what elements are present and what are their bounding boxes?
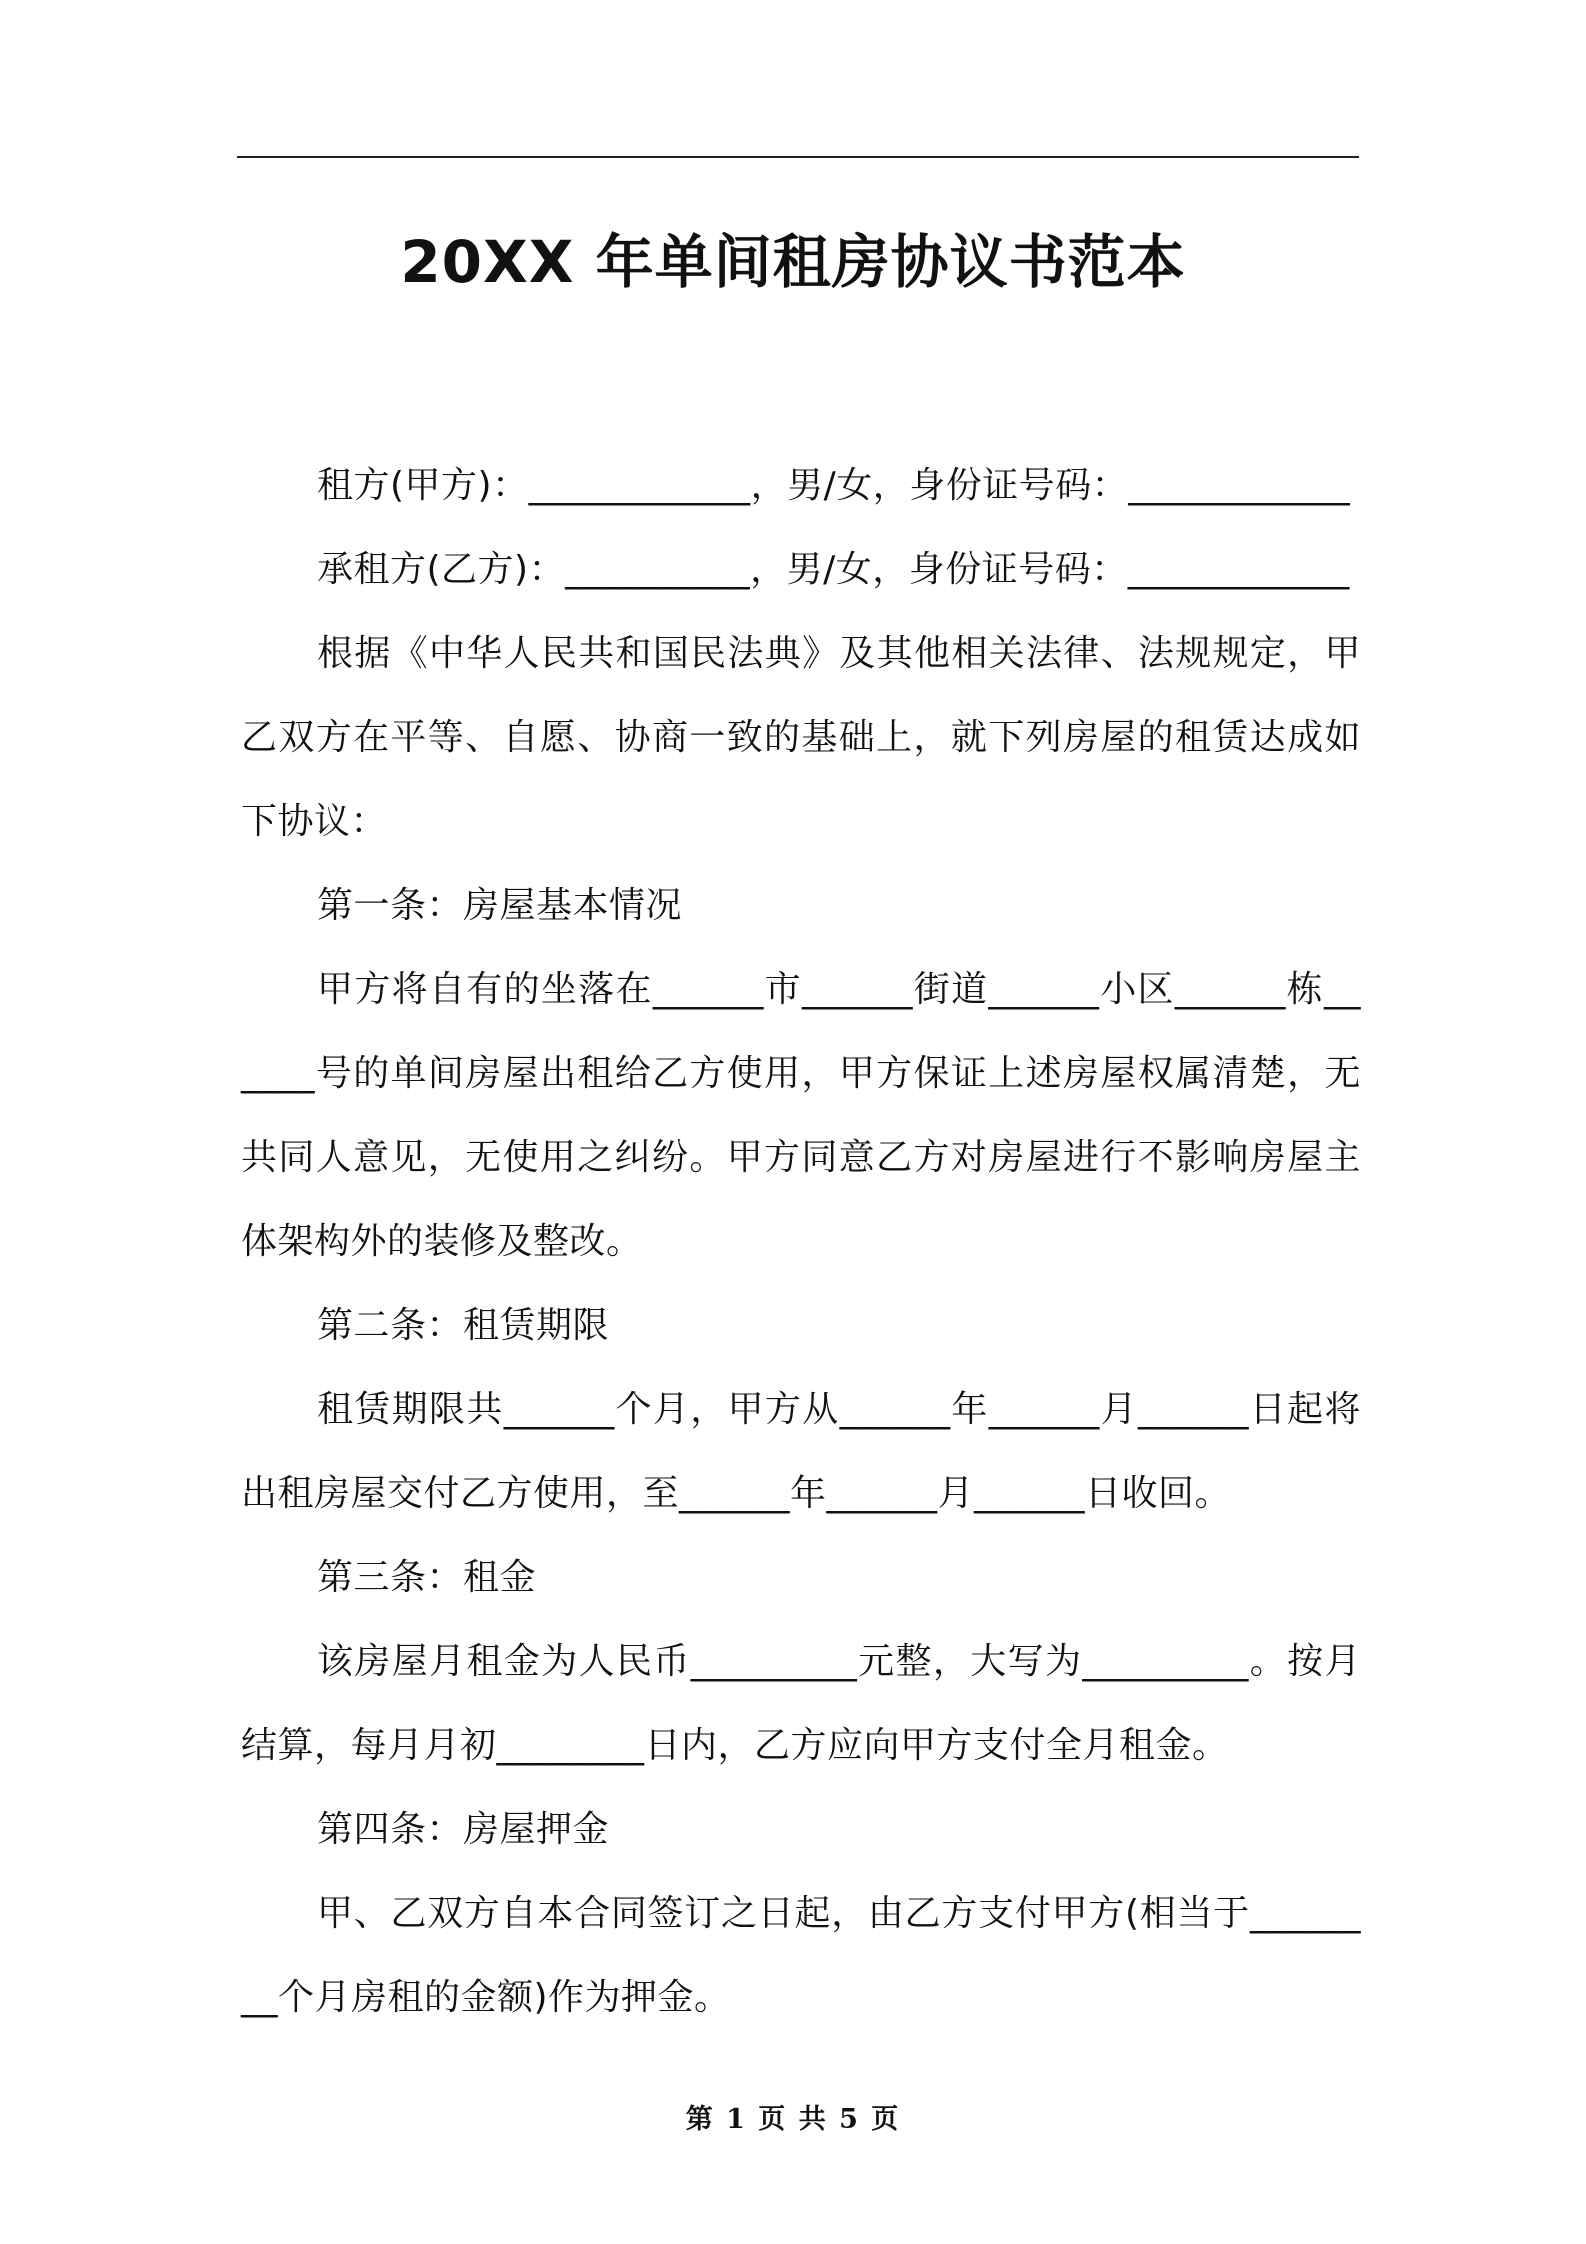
article-4-text: 甲、乙双方自本合同签订之日起，由乙方支付甲方(相当于________个月房租的金额)作为押金。 [241,1893,1361,2018]
article-3-heading: 第三条：租金 [317,1557,537,1598]
header-rule [237,156,1359,158]
article-2-heading: 第二条：租赁期限 [317,1305,610,1346]
party-b-line: 承租方(乙方)：__________，男/女，身份证号码：____________ [317,549,1350,590]
preamble-paragraph: 根据《中华人民共和国民法典》及其他相关法律、法规规定，甲乙双方在平等、自愿、协商一致的基础上，就下列房屋的租赁达成如下协议： [241,633,1361,842]
article-3-text: 该房屋月租金为人民币_________元整，大写为_________。按月结算，每月月初________日内，乙方应向甲方支付全月租金。 [241,1641,1361,1766]
page-footer: 第 1 页 共 5 页 [685,2104,901,2135]
article-2-text: 租赁期限共______个月，甲方从______年______月______日起将出租房屋交付乙方使用，至______年______月______日收回。 [241,1389,1361,1514]
party-a-line: 租方(甲方)：____________，男/女，身份证号码：____________ [317,465,1351,506]
article-4-heading: 第四条：房屋押金 [317,1809,610,1850]
article-1-heading: 第一条：房屋基本情况 [317,885,683,926]
article-1-text: 甲方将自有的坐落在______市______街道______小区______栋______号的单间房屋出租给乙方使用，甲方保证上述房屋权属清楚，无共同人意见，无使用之纠纷。甲方同意乙方对房屋进行不影响房屋主体架构外的装修及整改。 [241,969,1361,1262]
document-body [241,444,1361,2040]
document-title: 20XX 年单间租房协议书范本 [400,228,1186,296]
